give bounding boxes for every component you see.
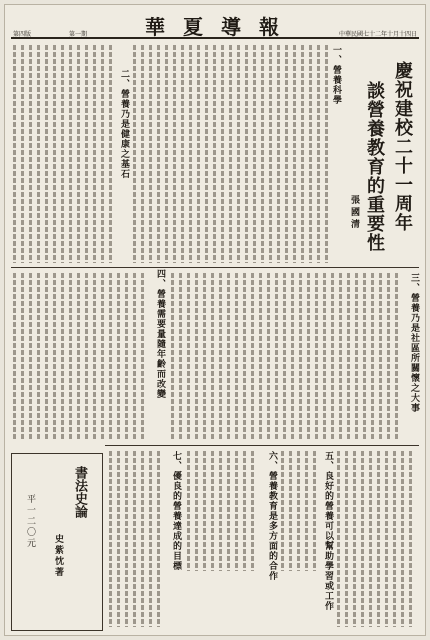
book-price: 平一二〇元 (25, 494, 35, 549)
body-text-column (109, 451, 165, 627)
masthead (11, 9, 419, 39)
body-text-column (133, 45, 333, 263)
section-heading-5: 五、良好的營養可以幫助學習或工作 (323, 451, 333, 611)
book-author: 史紫忱著 (53, 534, 63, 578)
section-heading-4: 四、營養需要量隨年齡而改變 (155, 269, 165, 399)
section-heading-6: 六、營養教育是多方面的合作 (267, 451, 277, 581)
body-text-column (337, 451, 421, 627)
issue-label: 第一期 (69, 31, 88, 38)
band-divider (105, 445, 419, 446)
body-text-column (187, 451, 261, 571)
article-author: 張國清 (349, 195, 359, 231)
body-text-column (13, 273, 151, 441)
section-heading-1: 一、營養科學 (331, 45, 341, 105)
body-text-column (171, 273, 403, 441)
section-heading-3: 三、營養乃是社區所關懷之大事 (409, 273, 419, 413)
section-heading-7: 七、優良的營養達成的目標 (171, 451, 181, 571)
newspaper-page (4, 4, 426, 636)
edition-label: 第四版 (13, 31, 32, 38)
body-text-column (13, 45, 113, 263)
headline-line-1: 慶祝建校二十一周年 (392, 61, 413, 232)
headline-line-2: 談營養教育的重要性 (364, 81, 385, 252)
newspaper-title: 華夏導報 (145, 15, 297, 39)
body-text-column (281, 451, 319, 571)
section-heading-2: 二、營養乃是健康之基石 (119, 69, 129, 179)
book-advertisement (11, 453, 103, 631)
band-divider (11, 267, 419, 268)
book-title: 書法史論 (72, 466, 87, 518)
issue-date: 中華民國七十二年十月十四日 (338, 31, 417, 38)
